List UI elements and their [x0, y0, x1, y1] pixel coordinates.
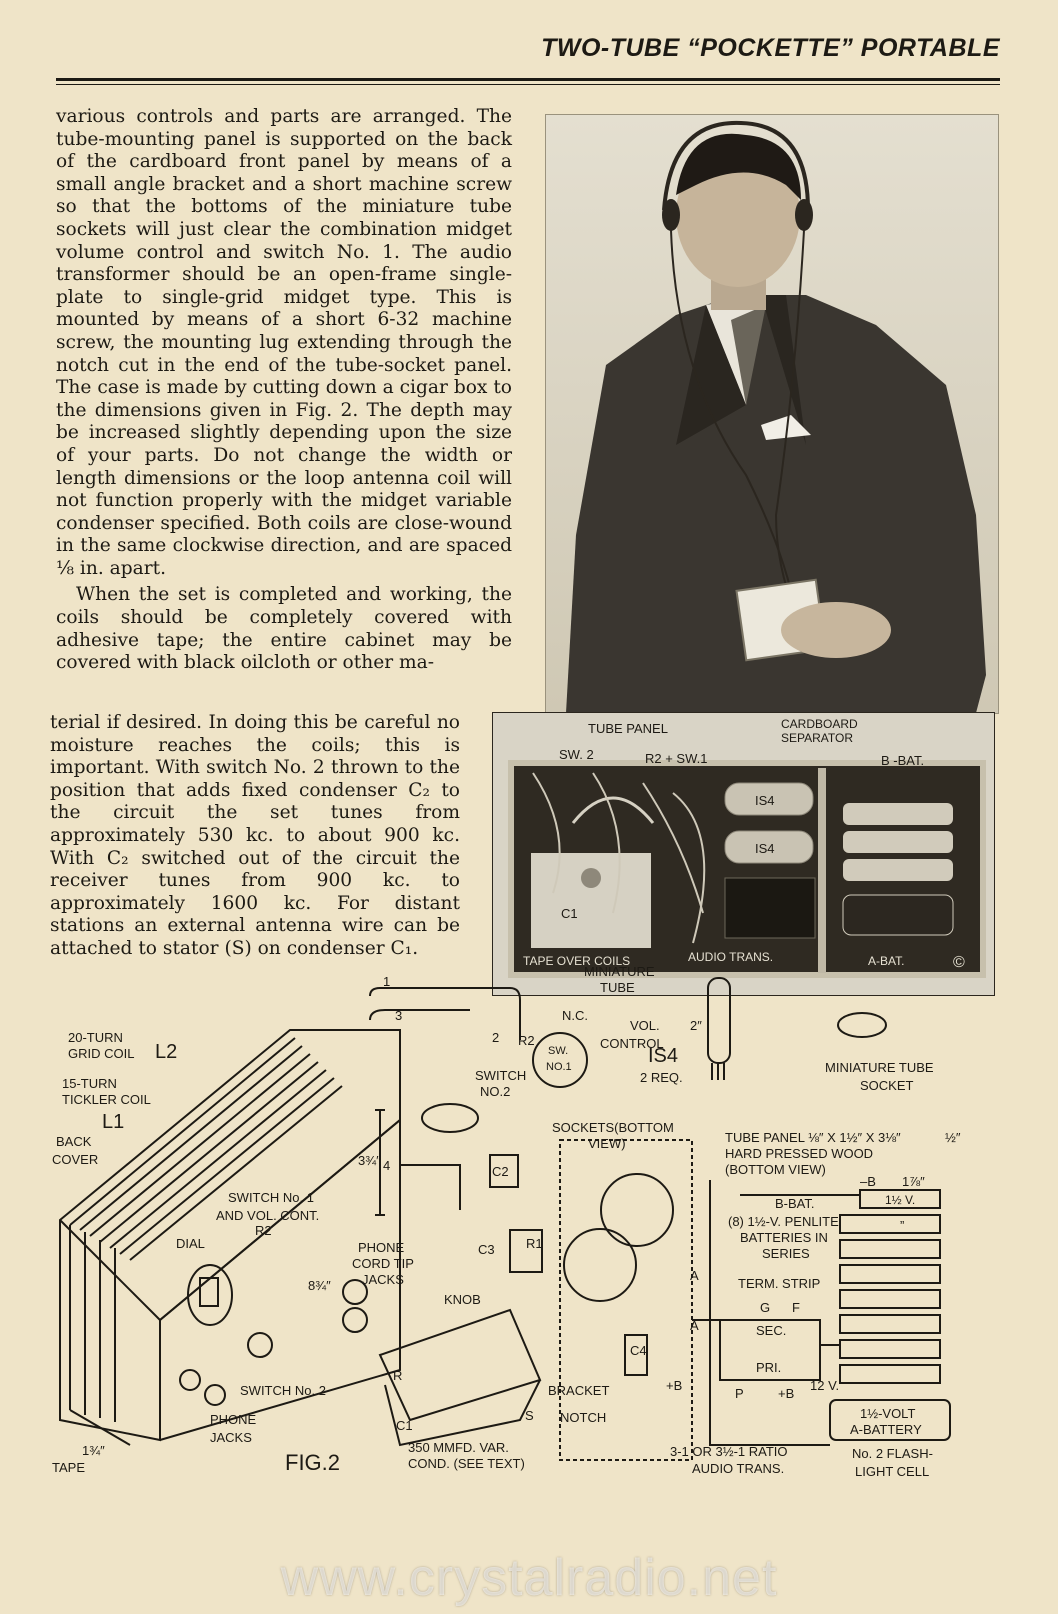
dlabel-half-in: ½″ — [945, 1130, 961, 1145]
watermark: www.crystalradio.net — [280, 1549, 778, 1607]
dlabel-sockets-2: VIEW) — [588, 1136, 626, 1151]
dlabel-c1-cond: C1 — [396, 1418, 413, 1433]
dlabel-tube-panel-3: (BOTTOM VIEW) — [725, 1162, 826, 1177]
dlabel-mini-socket-2: SOCKET — [860, 1078, 914, 1093]
dlabel-ratio-1: 3-1 OR 3½-1 RATIO — [670, 1444, 788, 1459]
dlabel-grid-coil-1: 20-TURN — [68, 1030, 123, 1045]
dlabel-c4: C4 — [630, 1343, 647, 1358]
label-cardboard: CARDBOARD — [781, 717, 858, 731]
dlabel-tube-panel-1: TUBE PANEL ⅛″ X 1½″ X 3⅛″ — [725, 1130, 901, 1145]
dlabel-ditto: ” — [900, 1218, 905, 1233]
dlabel-sockets-1: SOCKETS(BOTTOM — [552, 1120, 674, 1135]
dlabel-dim-2: 2″ — [690, 1018, 702, 1033]
dlabel-p: P — [735, 1386, 744, 1401]
dlabel-r-small: R — [393, 1368, 403, 1383]
dlabel-c2: C2 — [492, 1164, 509, 1179]
label-c1: C1 — [561, 906, 578, 921]
dlabel-back-cover-2: COVER — [52, 1152, 99, 1167]
dlabel-dim-8-4: 8¾″ — [308, 1278, 331, 1293]
dlabel-penlite-3: SERIES — [762, 1246, 810, 1261]
body-paragraph-2a: When the set is completed and working, the coils should be completely covered with adhesive tape; the entire cabinet may be covered with black oilcloth or other ma- — [56, 584, 512, 674]
article-column-lower — [50, 712, 460, 961]
dlabel-n4: 4 — [383, 1158, 391, 1173]
dlabel-sec: SEC. — [756, 1323, 787, 1338]
dlabel-notch: NOTCH — [560, 1410, 607, 1425]
dlabel-phone-cord-3: JACKS — [362, 1272, 404, 1287]
body-paragraph-1: various controls and parts are arranged. The tube-mounting panel is supported on the back of the cardboard front panel by means of a small angle bracket and a short machine screw so that the bottoms of the miniature tube sockets will just clear the combination midget volume control and switch No. 1. The audio transformer should be an open-frame single-plate to single-grid midget type. This is mounted by means of a short 6-32 machine screw, the mounting lug extending through the notch cut in the end of the tube-socket panel. The case is made by cutting down a cigar box to the dimensions given in Fig. 2. The depth may be increased slightly depending upon the size of your parts. Do not change the width or length dimensions or the loop antenna coil will not function properly with the midget variable condenser specified. Both coils are close-wound in the same clockwise direction, and are spaced ⅛ in. apart. — [56, 106, 512, 579]
label-b-bat: B -BAT. — [881, 753, 925, 768]
dlabel-cond-2: COND. (SEE TEXT) — [408, 1456, 525, 1471]
dlabel-phone-cord-2: CORD TIP — [352, 1256, 414, 1271]
label-tube-2: IS4 — [755, 841, 775, 856]
label-tube-panel: TUBE PANEL — [588, 721, 668, 736]
label-a-bat: A-BAT. — [868, 954, 905, 968]
dlabel-c3: C3 — [478, 1242, 495, 1257]
label-tube-1: IS4 — [755, 793, 775, 808]
dlabel-bracket: BRACKET — [548, 1383, 610, 1398]
label-separator: SEPARATOR — [781, 731, 854, 745]
photo-man-illustration — [546, 115, 998, 713]
dlabel-dim-1-34: 1¾″ — [82, 1443, 105, 1458]
dlabel-is4: IS4 — [648, 1045, 679, 1067]
figure-2-diagram — [40, 964, 1010, 1530]
dlabel-cond-1: 350 MMFD. VAR. — [408, 1440, 509, 1455]
dlabel-r2-top: R2 — [518, 1033, 535, 1048]
dlabel-12v: 12 V. — [810, 1378, 840, 1393]
photo-man-with-radio — [545, 114, 999, 714]
dlabel-phone-jacks-1: PHONE — [210, 1412, 257, 1427]
header-rule — [56, 78, 1000, 81]
dlabel-l1: L1 — [102, 1111, 125, 1133]
dlabel-a-minus: A — [690, 1268, 699, 1283]
dlabel-g: G — [760, 1300, 771, 1315]
dlabel-n3: 3 — [395, 1008, 403, 1023]
dlabel-n2: 2 — [492, 1030, 500, 1045]
diagram-drawing — [40, 964, 1010, 1530]
photo-interior-illustration — [493, 713, 994, 995]
dlabel-back-cover-1: BACK — [56, 1134, 92, 1149]
dlabel-l2: L2 — [155, 1041, 178, 1063]
dlabel-phone-jacks-2: JACKS — [210, 1430, 252, 1445]
dlabel-f: F — [792, 1300, 800, 1315]
dlabel-nc: N.C. — [562, 1008, 588, 1023]
dlabel-tickler-2: TICKLER COIL — [62, 1092, 151, 1107]
dlabel-plus-b2: +B — [666, 1378, 683, 1393]
running-head: TWO-TUBE “POCKETTE” PORTABLE — [541, 34, 1000, 62]
photo-radio-interior — [492, 712, 995, 996]
dlabel-grid-coil-2: GRID COIL — [68, 1046, 135, 1061]
dlabel-sw-no1-1: SW. — [548, 1045, 569, 1057]
dlabel-2req: 2 REQ. — [640, 1070, 683, 1085]
copyright-mark: © — [953, 954, 965, 971]
dlabel-mini-socket-1: MINIATURE TUBE — [825, 1060, 934, 1075]
dlabel-sw-no1-2: NO.1 — [546, 1061, 572, 1073]
dlabel-a-plus: A — [690, 1318, 699, 1333]
dlabel-plus-b: +B — [778, 1386, 795, 1401]
dlabel-n1: 1 — [383, 974, 391, 989]
dlabel-switch1-2: AND VOL. CONT. — [216, 1208, 320, 1223]
dlabel-vol-1: VOL. — [630, 1018, 660, 1033]
dlabel-a-battery-2: A-BATTERY — [850, 1422, 922, 1437]
dlabel-minus-b: –B — [860, 1174, 876, 1189]
dlabel-tube-panel-2: HARD PRESSED WOOD — [725, 1146, 874, 1161]
dlabel-dim-1-78: 1⅞″ — [902, 1174, 925, 1189]
fig-label: FIG.2 — [285, 1450, 341, 1475]
dlabel-s-small: S — [525, 1408, 534, 1423]
dlabel-tickler-1: 15-TURN — [62, 1076, 117, 1091]
dlabel-penlite-1: (8) 1½-V. PENLITE — [728, 1214, 839, 1229]
body-paragraph-2b: terial if desired. In doing this be careful no moisture reaches the coils; this is important. With switch No. 2 thrown to the position that adds fixed condenser C₂ to the circuit the set tunes from approximately 530 kc. to about 900 kc. With C₂ switched out of the circuit the receiver tunes from 900 kc. to approximately 1600 kc. For distant stations an external antenna wire can be attached to stator (S) on condenser C₁. — [50, 712, 460, 959]
dlabel-switch2: SWITCH No. 2 — [240, 1383, 326, 1398]
dlabel-term-strip: TERM. STRIP — [738, 1276, 821, 1291]
label-r2-sw1: R2 + SW.1 — [645, 751, 708, 766]
dlabel-vol-2: CONTROL — [600, 1036, 664, 1051]
dlabel-knob: KNOB — [444, 1292, 481, 1307]
dlabel-dial: DIAL — [176, 1236, 205, 1251]
article-column — [56, 106, 512, 675]
dlabel-b-bat: B-BAT. — [775, 1196, 815, 1211]
header-rule-thin — [56, 84, 1000, 85]
dlabel-r2-front: R2 — [255, 1223, 272, 1238]
dlabel-a-battery-1: 1½-VOLT — [860, 1406, 916, 1421]
dlabel-flashlight-1: No. 2 FLASH- — [852, 1446, 933, 1461]
dlabel-phone-cord-1: PHONE — [358, 1240, 405, 1255]
dlabel-pri: PRI. — [756, 1360, 782, 1375]
label-sw2: SW. 2 — [559, 747, 594, 762]
dlabel-dim-3-4: 3¾″ — [358, 1153, 381, 1168]
dlabel-switch1-1: SWITCH No. 1 — [228, 1190, 314, 1205]
dlabel-r1: R1 — [526, 1236, 543, 1251]
dlabel-tape: TAPE — [52, 1460, 85, 1475]
dlabel-switch-no2-1: SWITCH — [475, 1068, 527, 1083]
dlabel-miniature-tube-1: MINIATURE — [584, 964, 655, 979]
label-audio-trans: AUDIO TRANS. — [688, 950, 774, 964]
dlabel-miniature-tube-2: TUBE — [600, 980, 635, 995]
label-tape-over-coils: TAPE OVER COILS — [523, 954, 631, 968]
dlabel-one-half-v: 1½ V. — [885, 1193, 916, 1207]
dlabel-ratio-2: AUDIO TRANS. — [692, 1461, 785, 1476]
dlabel-penlite-2: BATTERIES IN — [740, 1230, 828, 1245]
dlabel-flashlight-2: LIGHT CELL — [855, 1464, 930, 1479]
dlabel-switch-no2-2: NO.2 — [480, 1084, 511, 1099]
